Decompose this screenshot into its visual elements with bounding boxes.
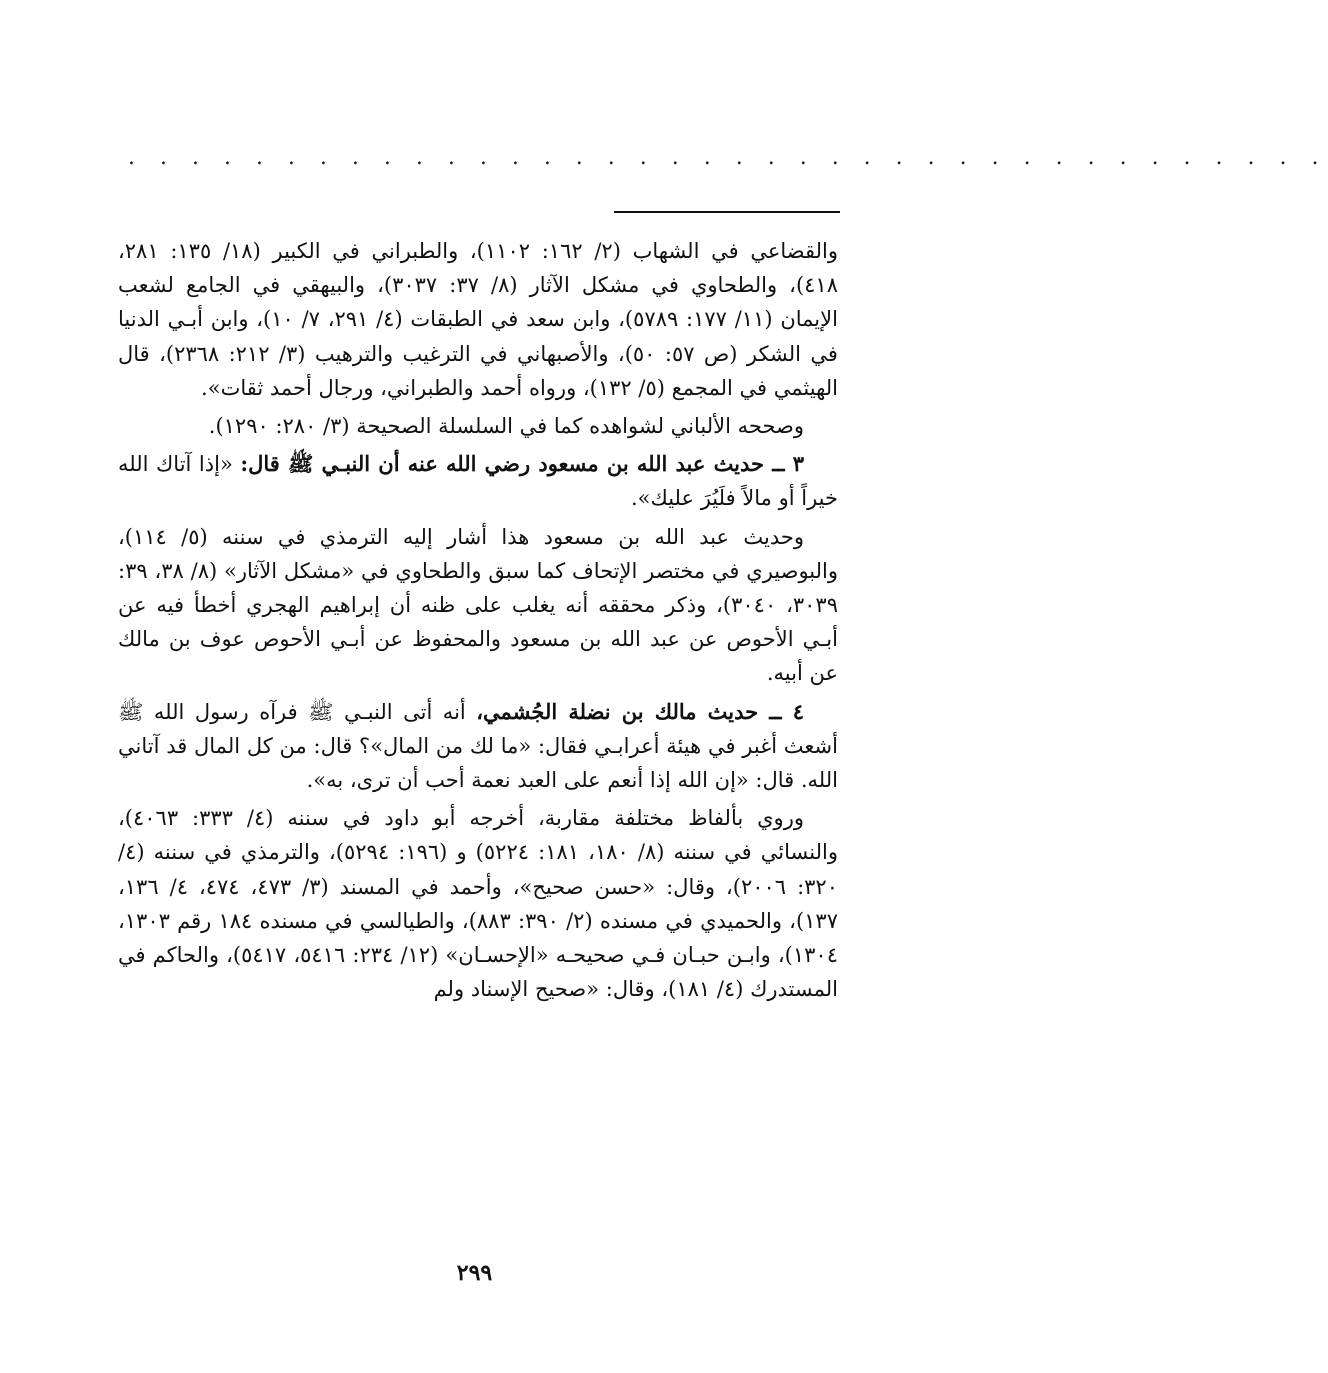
- paragraph-4: [118, 520, 838, 691]
- page-number: ٢٩٩: [456, 1260, 493, 1286]
- paragraph-6-text: وروي بألفاظ مختلفة مقاربة، أخرجه أبو داود في سننه (٤/ ٣٣٣: ٤٠٦٣)، والنسائي في سننه (٨/ ١٨٠، ١٨١: ٥٢٢٤) و (١٩٦: ٥٢٩٤)، والترمذي في سننه (٤/ ٣٢٠: ٢٠٠٦)، وقال: «حسن صحيح»، وأحمد في المسند (٣/ ٤٧٣، ٤٧٤، ٤/ ١٣٦، ١٣٧)، والحميدي في مسنده (٢/ ٣٩٠: ٨٨٣)، والطيالسي في مسنده ١٨٤ رقم ١٣٠٣، ١٣٠٤)، وابـن حبـان فـي صحيحـه «الإحسـان» (١٢/ ٢٣٤: ٥٤١٦، ٥٤١٧)، والحاكم في المستدرك (٤/ ١٨١)، وقال: «صحيح الإسناد ولم: [118, 806, 838, 1002]
- dotted-separator: . . . . . . . . . . . . . . . . . . . . . . . . . . . . . . . . . . . . . .: [128, 145, 1328, 170]
- footnote-rule: [614, 211, 840, 213]
- footnote-text: [118, 234, 838, 1010]
- paragraph-1: [118, 234, 838, 405]
- hadith-3-heading: ٣ ــ حديث عبد الله بن مسعود رضي الله عنه أن النبـي ﷺ قال:: [240, 451, 804, 477]
- paragraph-3-text: «إذا آتاك الله خيراً أو مالاً فلَيُرَ عليك».: [118, 452, 838, 511]
- paragraph-5-text: أنه أتى النبـي ﷺ فرآه رسول الله ﷺ أشعث أغبر في هيئة أعرابـي فقال: «ما لك من المال»؟ قال: من كل المال قد آتاني الله. قال: «إن الله إذا أنعم على العبد نعمة أحب أن ترى، به».: [118, 699, 838, 793]
- hadith-4-heading: ٤ ــ حديث مالك بن نضلة الجُشمي،: [476, 698, 804, 724]
- paragraph-4-text: وحديث عبد الله بن مسعود هذا أشار إليه الترمذي في سننه (٥/ ١١٤)، والبوصيري في مختصر الإتحاف كما سبق والطحاوي في «مشكل الآثار» (٨/ ٣٨، ٣٩: ٣٠٣٩، ٣٠٤٠)، وذكر محققه أنه يغلب على ظنه أن إبراهيم الهجري أخطأ فيه عن أبـي الأحوص عن عبد الله بن مسعود والمحفوظ عن أبـي الأحوص عوف بن مالك عن أبيه.: [118, 524, 839, 686]
- paragraph-6: [118, 801, 838, 1006]
- paragraph-5: [118, 695, 838, 798]
- paragraph-2-text: وصححه الألباني لشواهده كما في السلسلة الصحيحة (٣/ ٢٨٠: ١٢٩٠).: [208, 414, 804, 439]
- paragraph-1-text: والقضاعي في الشهاب (٢/ ١٦٢: ١١٠٢)، والطبراني في الكبير (١٨/ ١٣٥: ٢٨١، ٤١٨)، والطحاوي في مشكل الآثار (٨/ ٣٧: ٣٠٣٧)، والبيهقي في الجامع لشعب الإيمان (١١/ ١٧٧: ٥٧٨٩)، وابن سعد في الطبقات (٤/ ٢٩١، ٧/ ١٠)، وابن أبـي الدنيا في الشكر (ص ٥٧: ٥٠)، والأصبهاني في الترغيب والترهيب (٣/ ٢١٢: ٢٣٦٨)، قال الهيثمي في المجمع (٥/ ١٣٢)، ورواه أحمد والطبراني، ورجال أحمد ثقات».: [118, 239, 838, 400]
- paragraph-2: [118, 409, 838, 443]
- paragraph-3: [118, 447, 838, 515]
